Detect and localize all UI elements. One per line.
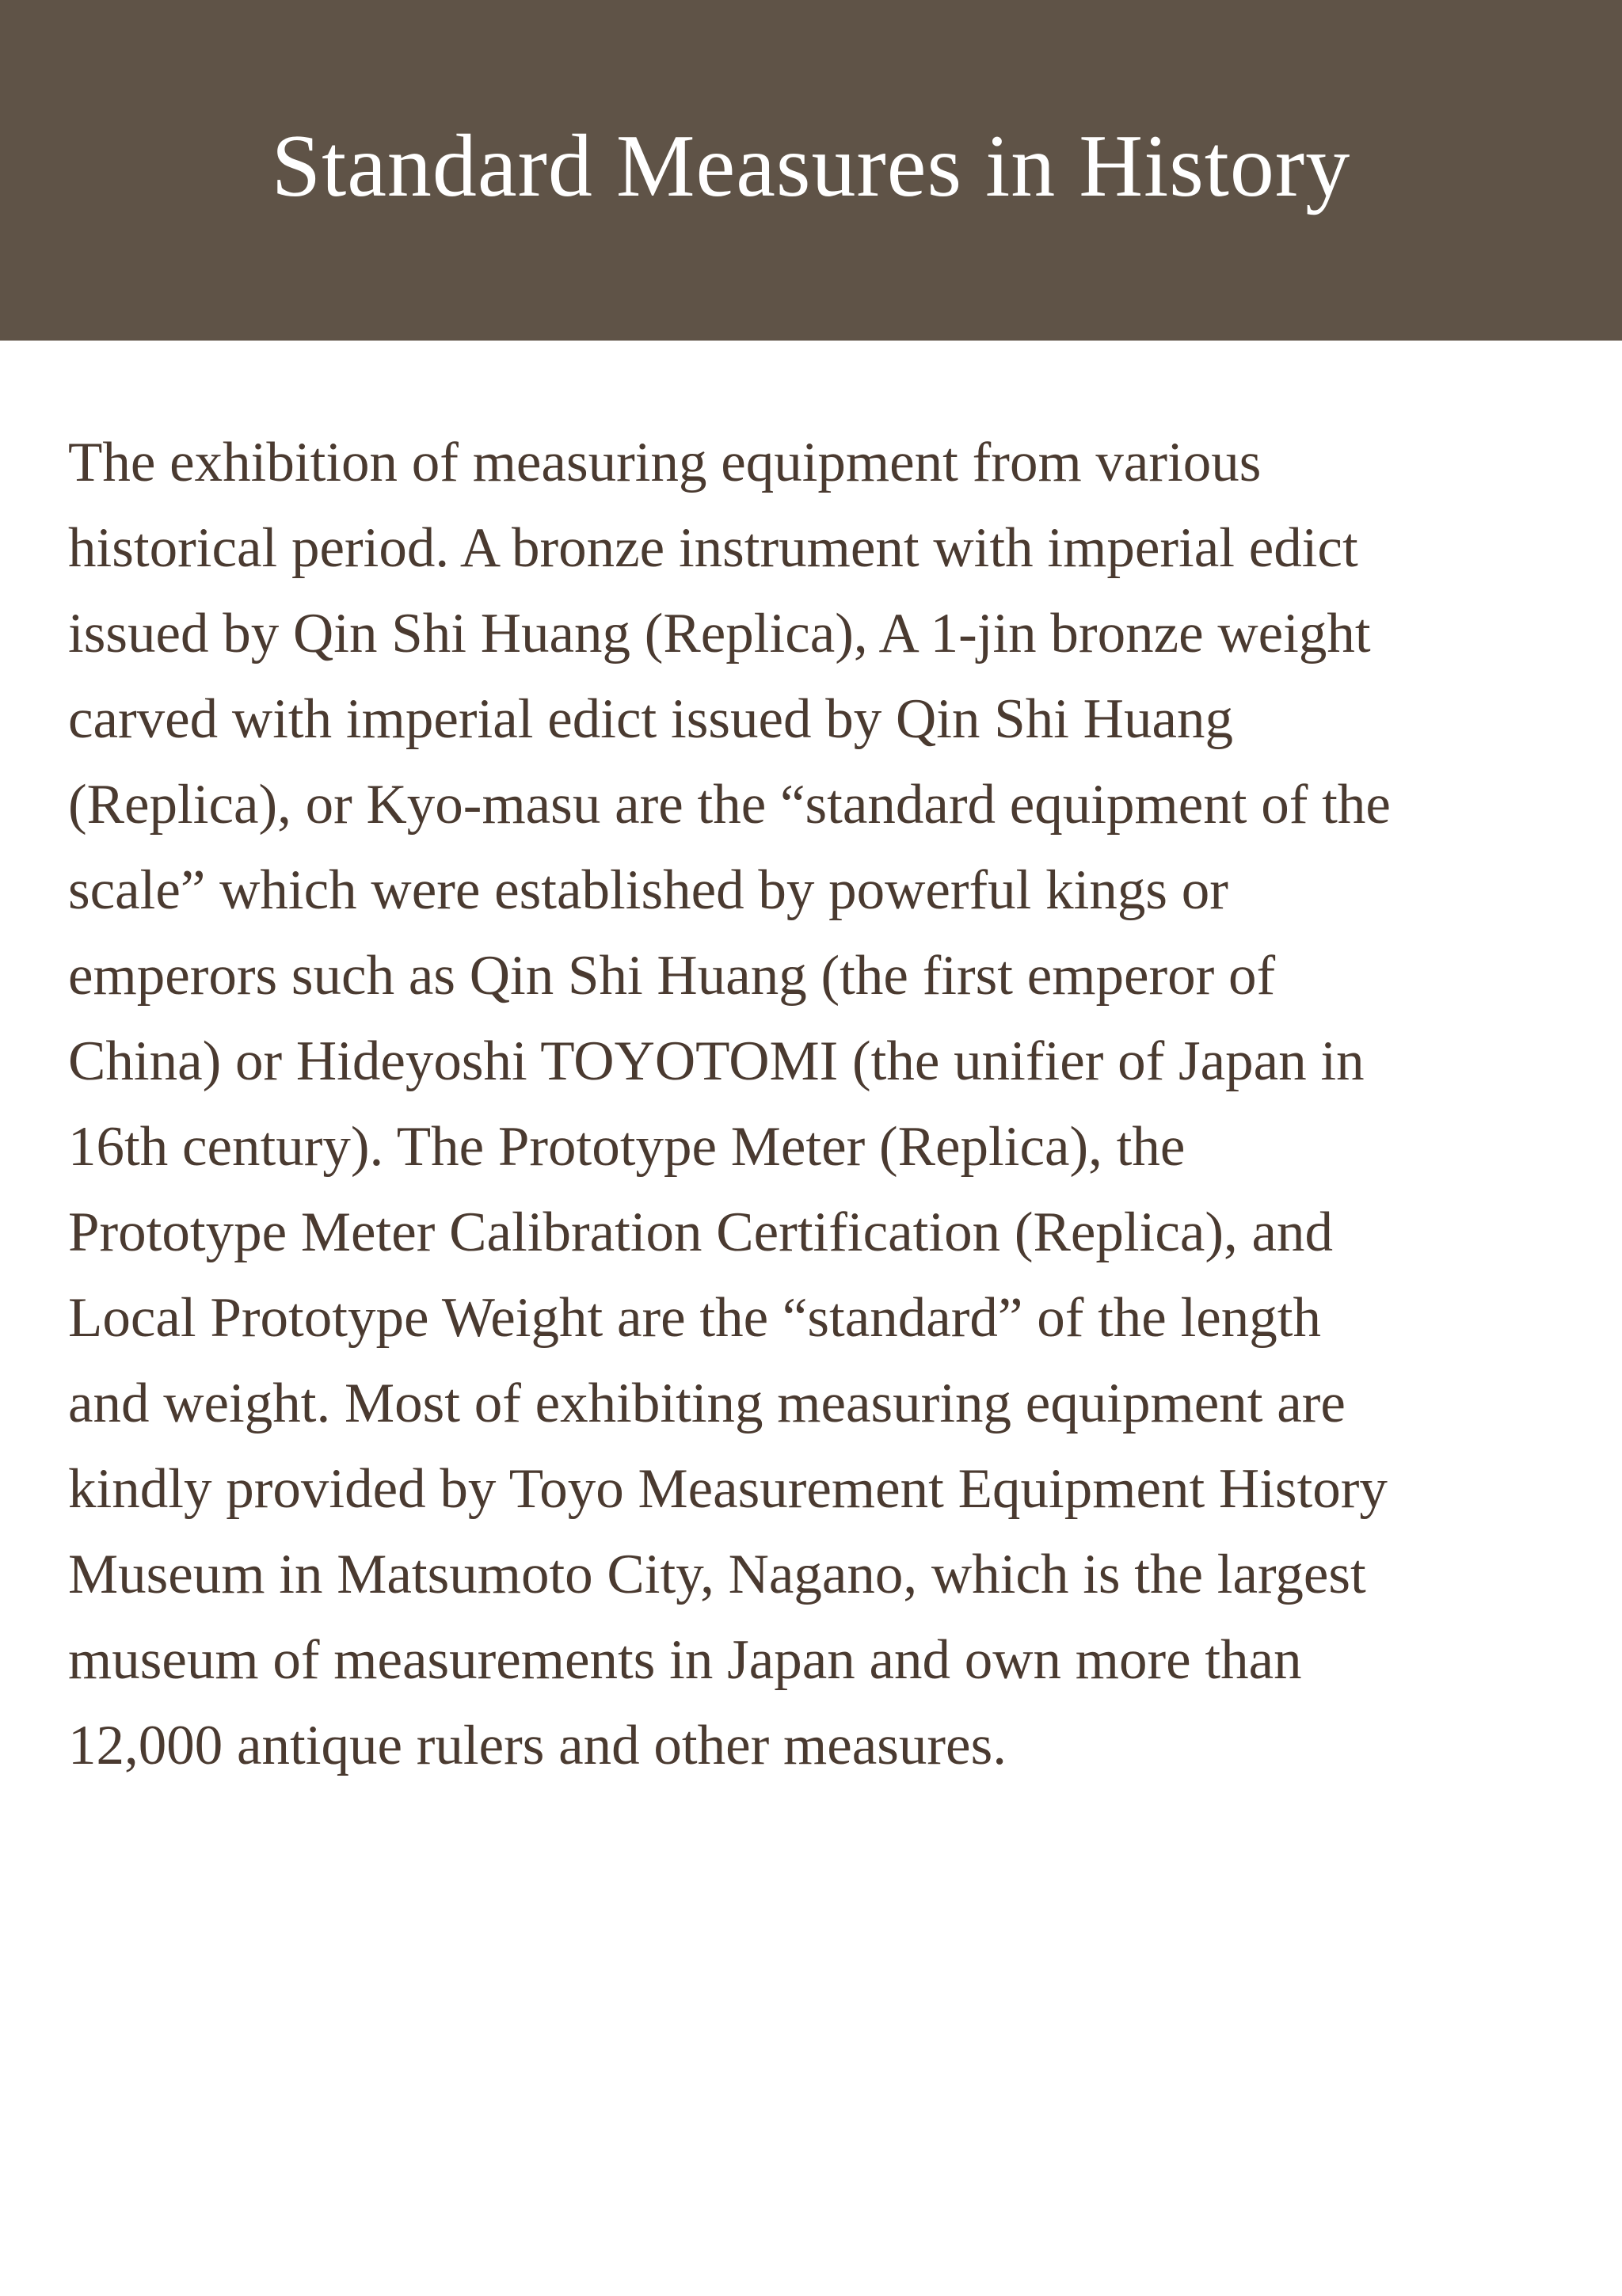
- article-line: Museum in Matsumoto City, Nagano, which is the largest: [68, 1544, 1366, 1605]
- article-line: 12,000 antique rulers and other measures.: [68, 1715, 1007, 1776]
- article-body: [68, 420, 1620, 1788]
- header-banner: [0, 0, 1622, 341]
- article-line: emperors such as Qin Shi Huang (the first emperor of: [68, 945, 1276, 1007]
- article-line: kindly provided by Toyo Measurement Equipment History: [68, 1458, 1388, 1520]
- article-line: scale” which were established by powerful kings or: [68, 859, 1228, 921]
- article-line: issued by Qin Shi Huang (Replica), A 1-jin bronze weight: [68, 603, 1371, 664]
- article-line: carved with imperial edict issued by Qin Shi Huang: [68, 688, 1233, 750]
- article-line: The exhibition of measuring equipment from various: [68, 432, 1262, 493]
- article-line: historical period. A bronze instrument with imperial edict: [68, 517, 1358, 579]
- article-line: (Replica), or Kyo-masu are the “standard equipment of the: [68, 774, 1391, 836]
- article-line: 16th century). The Prototype Meter (Replica), the: [68, 1116, 1186, 1178]
- article-line: China) or Hideyoshi TOYOTOMI (the unifier of Japan in: [68, 1030, 1365, 1092]
- page-title: Standard Measures in History: [271, 117, 1351, 215]
- article-line: and weight. Most of exhibiting measuring equipment are: [68, 1373, 1346, 1434]
- article-line: Prototype Meter Calibration Certification (Replica), and: [68, 1201, 1334, 1263]
- article-line: Local Prototype Weight are the “standard” of the length: [68, 1287, 1322, 1349]
- article-line: museum of measurements in Japan and own more than: [68, 1629, 1302, 1691]
